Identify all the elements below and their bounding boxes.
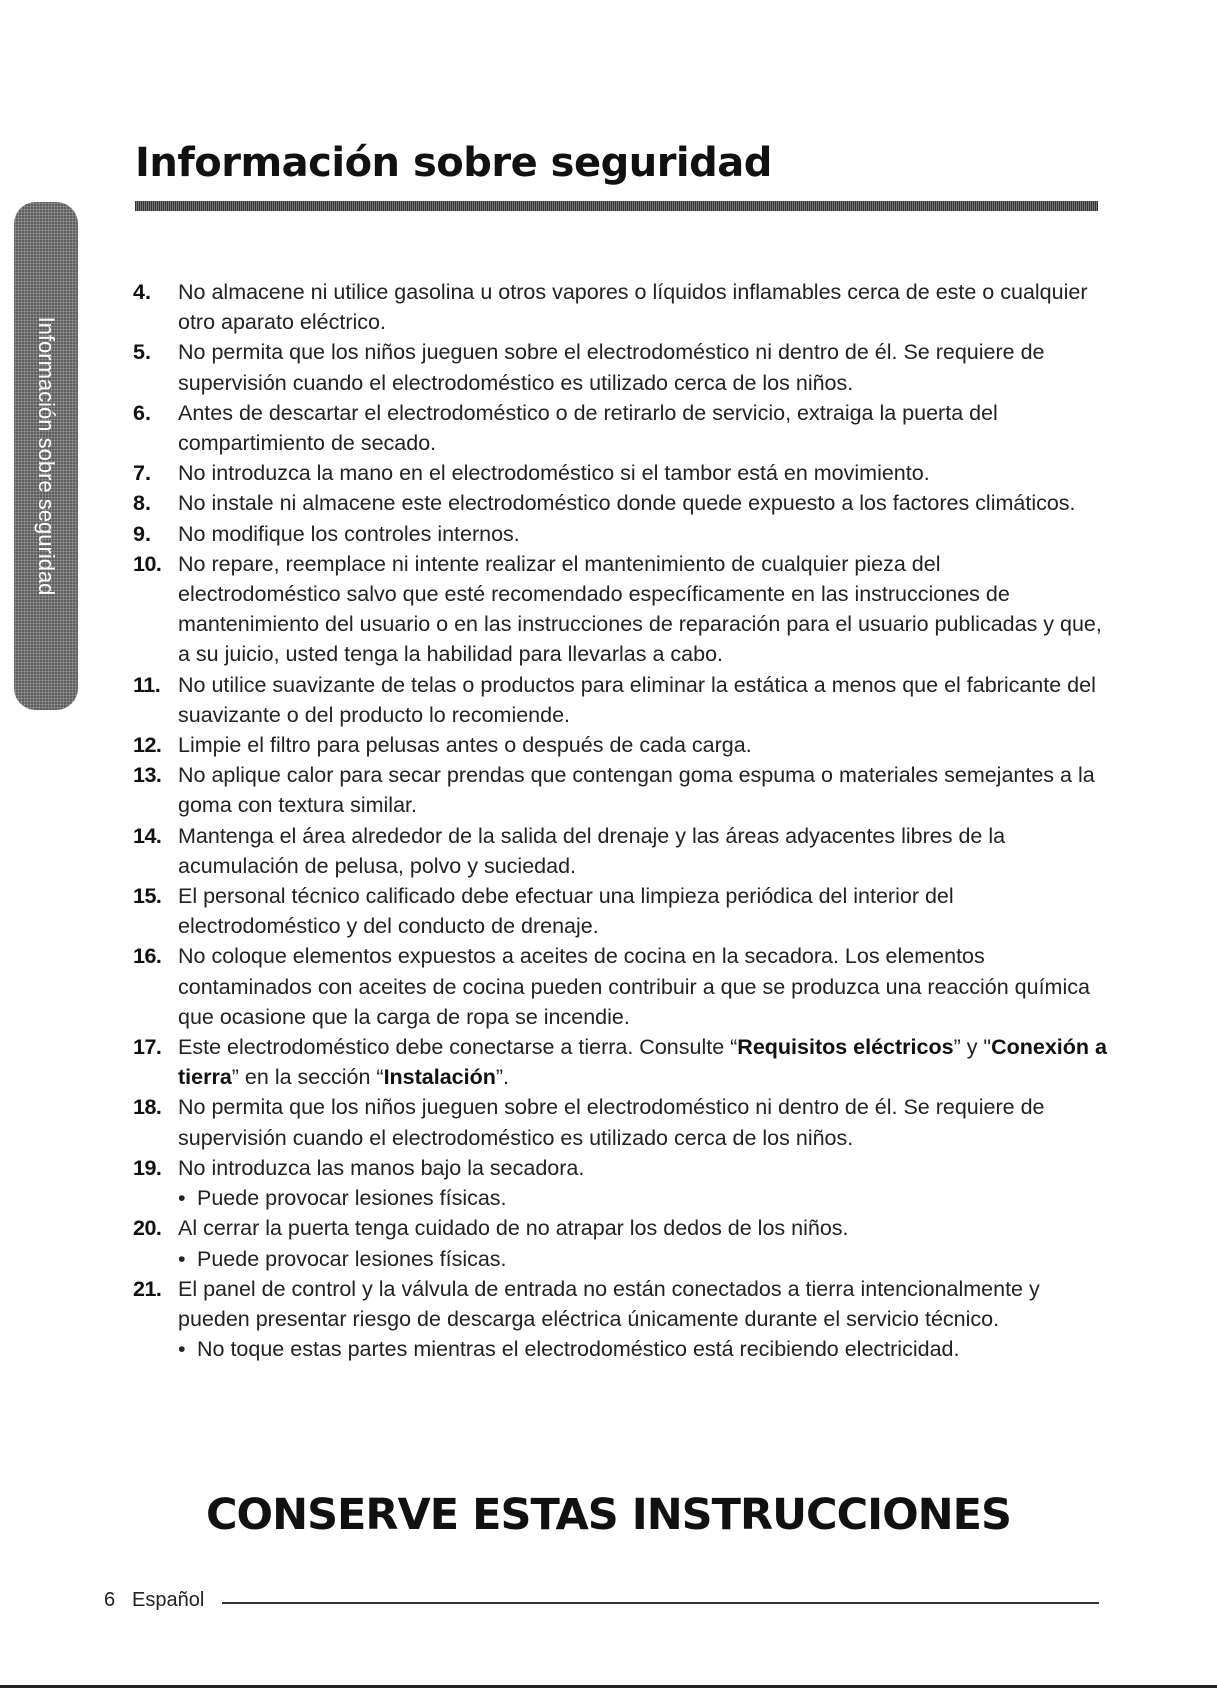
item-text: ” y " bbox=[953, 1035, 992, 1060]
footer-rule bbox=[222, 1602, 1099, 1604]
item-number: 16. bbox=[133, 944, 162, 969]
list-item bbox=[133, 760, 1108, 820]
list-item bbox=[133, 821, 1108, 881]
item-text: No instale ni almacene este electrodoméstico donde quede expuesto a los factores climáticos. bbox=[178, 491, 1076, 516]
side-tab-label: Información sobre seguridad bbox=[34, 316, 59, 596]
save-instructions-heading: CONSERVE ESTAS INSTRUCCIONES bbox=[205, 1490, 1012, 1540]
list-item bbox=[133, 670, 1108, 730]
item-text: ”. bbox=[495, 1065, 510, 1090]
title-rule bbox=[135, 201, 1098, 211]
reference-electrical-requirements: Requisitos eléctricos bbox=[737, 1035, 954, 1060]
list-item bbox=[133, 941, 1108, 1032]
footer-language: Español bbox=[132, 1589, 205, 1611]
item-number: 7. bbox=[133, 461, 151, 486]
item-text: Limpie el filtro para pelusas antes o después de cada carga. bbox=[178, 733, 752, 758]
list-item bbox=[133, 1032, 1108, 1092]
item-number: 9. bbox=[133, 521, 151, 546]
item-number: 18. bbox=[133, 1095, 162, 1120]
page-number: 6 bbox=[104, 1589, 116, 1611]
item-text: No introduzca la mano en el electrodoméstico si el tambor está en movimiento. bbox=[178, 461, 930, 486]
item-number: 15. bbox=[133, 884, 162, 909]
list-item bbox=[133, 398, 1108, 458]
item-text: ” en la sección “ bbox=[231, 1065, 384, 1090]
item-text: Antes de descartar el electrodoméstico o de retirarlo de servicio, extraiga la puerta del compartimiento de secado. bbox=[178, 400, 998, 456]
reference-installation: Instalación bbox=[383, 1065, 496, 1090]
page-title: Información sobre seguridad bbox=[135, 140, 772, 186]
item-text: No almacene ni utilice gasolina u otros vapores o líquidos inflamables cerca de este o cualquier otro aparato eléctrico. bbox=[178, 280, 1088, 335]
item-number: 19. bbox=[133, 1155, 162, 1180]
list-item bbox=[133, 1213, 1108, 1243]
item-text: El panel de control y la válvula de entrada no están conectados a tierra intencionalmente y pueden presentar riesgo de descarga eléctrica únicamente durante el servicio técnico. bbox=[178, 1276, 1040, 1331]
item-text: No coloque elementos expuestos a aceites de cocina en la secadora. Los elementos contaminados con aceites de cocina pueden contribuir a que se produzca una reacción química que ocasione que la carga de ropa se incendie. bbox=[178, 944, 1090, 1029]
item-number: 5. bbox=[133, 340, 151, 365]
list-item bbox=[133, 1153, 1108, 1183]
sub-bullet: • No toque estas partes mientras el electrodoméstico está recibiendo electricidad. bbox=[133, 1334, 1108, 1364]
item-text: No repare, reemplace ni intente realizar el mantenimiento de cualquier pieza del electrodoméstico salvo que esté recomendado específicamente en las instrucciones de mantenimiento del usuario o en las instrucciones de reparación para el usuario publicadas y que, a su juicio, usted tenga la habilidad para llevarlas a cabo. bbox=[178, 551, 1102, 667]
list-item bbox=[133, 458, 1108, 488]
list-item bbox=[133, 277, 1108, 337]
item-text: Este electrodoméstico debe conectarse a tierra. Consulte “ bbox=[178, 1035, 738, 1060]
list-item bbox=[133, 488, 1108, 518]
item-number: 6. bbox=[133, 400, 151, 425]
item-number: 12. bbox=[133, 733, 162, 758]
list-item bbox=[133, 337, 1108, 397]
item-text: No modifique los controles internos. bbox=[178, 521, 520, 546]
item-text: No utilice suavizante de telas o productos para eliminar la estática a menos que el fabricante del suavizante o del producto lo recomiende. bbox=[178, 672, 1096, 727]
item-number: 11. bbox=[133, 672, 161, 697]
item-number: 8. bbox=[133, 491, 151, 516]
item-text: No introduzca las manos bajo la secadora. bbox=[178, 1155, 585, 1180]
item-number: 21. bbox=[133, 1276, 162, 1301]
list-item bbox=[133, 1274, 1108, 1334]
item-text: No aplique calor para secar prendas que contengan goma espuma o materiales semejantes a la goma con textura similar. bbox=[178, 763, 1095, 818]
list-item bbox=[133, 881, 1108, 941]
item-text: Al cerrar la puerta tenga cuidado de no atrapar los dedos de los niños. bbox=[178, 1216, 849, 1241]
sub-bullet: • Puede provocar lesiones físicas. bbox=[133, 1183, 1108, 1213]
list-item bbox=[133, 1092, 1108, 1152]
list-item bbox=[133, 549, 1108, 670]
list-item bbox=[133, 519, 1108, 549]
item-text: No permita que los niños jueguen sobre el electrodoméstico ni dentro de él. Se requiere de supervisión cuando el electrodoméstico es utilizado cerca de los niños. bbox=[178, 1095, 1045, 1150]
item-text: El personal técnico calificado debe efectuar una limpieza periódica del interior del electrodoméstico y del conducto de drenaje. bbox=[178, 884, 954, 939]
reference-grounding: Conexión a tierra bbox=[178, 1035, 1107, 1090]
list-item bbox=[133, 730, 1108, 760]
item-number: 14. bbox=[133, 823, 162, 848]
section-side-tab bbox=[14, 202, 78, 710]
item-text: Mantenga el área alrededor de la salida del drenaje y las áreas adyacentes libres de la acumulación de pelusa, polvo y suciedad. bbox=[178, 823, 1006, 878]
item-number: 13. bbox=[133, 763, 162, 788]
item-number: 4. bbox=[133, 280, 151, 304]
safety-instructions-list bbox=[133, 277, 1108, 1364]
item-number: 17. bbox=[133, 1035, 162, 1060]
item-text: No permita que los niños jueguen sobre el electrodoméstico ni dentro de él. Se requiere de supervisión cuando el electrodoméstico es utilizado cerca de los niños. bbox=[178, 340, 1045, 395]
item-number: 10. bbox=[133, 551, 162, 576]
item-number: 20. bbox=[133, 1216, 162, 1241]
sub-bullet: • Puede provocar lesiones físicas. bbox=[133, 1244, 1108, 1274]
